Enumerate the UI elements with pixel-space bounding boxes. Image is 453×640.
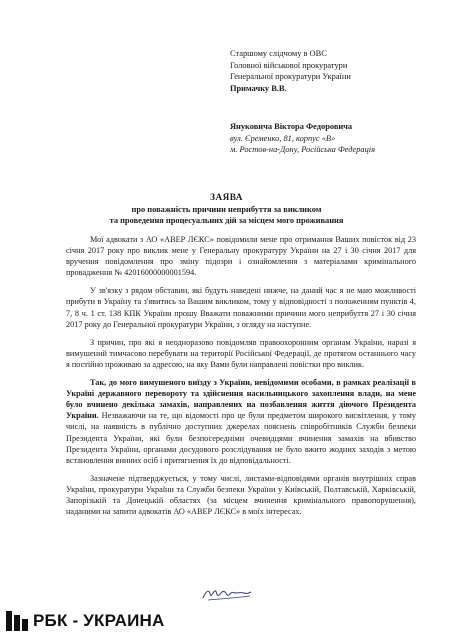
document-title: ЗАЯВА xyxy=(210,192,243,202)
paragraph-1: Мої адвокати з АО «АВЕР ЛЄКС» повідомили мене про отримання Ваших повісток від 23 січня 2017 року про виклик мене у Генеральну прокуратуру України на 27 і 30 січня 2017 для вручення повідомлення про зміну підозри і ознайомлення з матеріалами кримінального провадження № 42016000000001594. xyxy=(66,235,416,278)
addressee-block xyxy=(230,48,444,94)
paragraph-4-rest: Незважаючи на те, що відомості про це були предметом широкого висвітлення, у тому числі, на наявність в публічно доступних джерелах пояснень співробітників Служби безпеки Президента України, які були безпосередніми очевидцями вчинення замахів на вбивство Президента України, органами досудового розслідування не було вжито жодних заходів з метою встановлення винних осіб і притягнення їх до відповідальності. xyxy=(66,411,416,465)
subtitle-line-2: та проведення процесуальних дій за місцем мого проживання xyxy=(109,216,344,225)
paragraph-5: Зазначене підтверджується, у тому числі, листами-відповідями органів внутрішніх справ України, прокуратури України та Служби безпеки України у Київській, Полтавській, Харківській, Запорізькій та Донецькій областях (за місцем вчинення кримінального правопорушення), наданими на запити адвокатів АО «АВЕР ЛЄКС» в моїх інтересах. xyxy=(66,473,416,517)
addressee-line-2: Головної військової прокуратури xyxy=(230,60,348,70)
sender-address-city: м. Ростов-на-Дону, Російська Федерація xyxy=(230,145,376,155)
paragraph-4 xyxy=(66,377,416,466)
sender-name: Януковича Віктора Федоровича xyxy=(230,122,353,131)
subtitle-line-1: про поважність причини неприбуття за викликом xyxy=(131,205,322,214)
addressee-line-3: Генеральної прокуратури України xyxy=(230,72,351,82)
document-body xyxy=(66,234,416,524)
sender-address-street: вул. Єременко, 81, корпус «В» xyxy=(230,133,336,143)
paragraph-4-bold: Так, до мого вимушеного виїзду з України, невідомими особами, в рамках реалізації в Україні державного перевороту та здійснення насильницького захоплення влади, на мене було вчинено декілька замахів, направлених на позбавлення життя діючого Президента України. xyxy=(66,378,416,421)
rbc-ukraina-watermark xyxy=(6,606,236,636)
addressee-name: Примачку В.В. xyxy=(230,83,287,93)
document-subtitle xyxy=(60,204,393,226)
addressee-line-1: Старшому слідчому в ОВС xyxy=(230,49,327,58)
watermark-text: РБК - УКРАИНА xyxy=(33,611,165,630)
sender-block xyxy=(230,121,444,156)
rbc-logo-icon xyxy=(6,610,28,632)
handwritten-signature xyxy=(200,583,254,605)
paragraph-2: У зв'язку з рядом обставин, які будуть наведені нижче, на даний час я не маю можливості прибути в Україну та з'явитись за Вашим викликом, тому у відповідності з положенням пунктів 4, 7, 8 ч. 1 ст. 138 КПК України прошу Вважати поважними причини мого неприбуття 27 і 30 січня 2017 року до Генеральної прокуратури України, з огляду на наступне. xyxy=(66,286,416,329)
paragraph-3: З причин, про які я неодноразово повідомляв правоохоронним органам України, наразі я вимушений тимчасово перебувати на території Російської Федерації, де протягом останнього часу я постійно проживаю за адресою, на яку Вами були направлені повістки про виклик. xyxy=(66,337,416,369)
